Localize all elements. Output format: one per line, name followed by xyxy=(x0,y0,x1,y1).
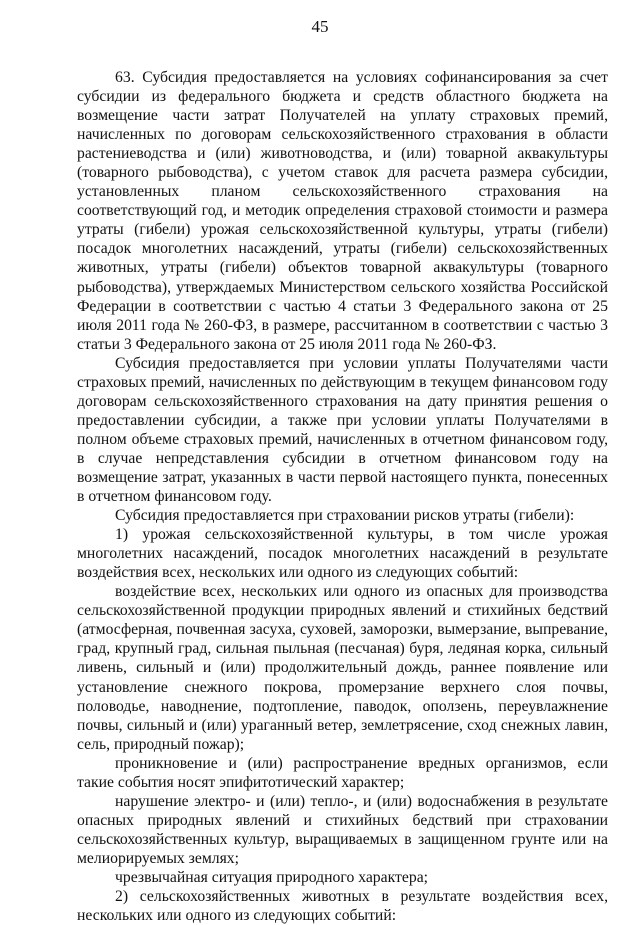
list-item-pests: проникновение и (или) распространение вредных организмов, если такие события носят эпифитотический характер; xyxy=(77,754,608,791)
paragraph-payment-condition: Субсидия предоставляется при условии уплаты Получателями части страховых премий, начисленных по действующим в текущем финансовом году договорам сельскохозяйственного страхования на дату принятия решения о предоставлении субсидии, а также при условии уплаты Получателями в полном объеме страховых премий, начисленных в отчетном финансовом году, в случае непредставления субсидии в отчетном финансовом году на возмещение затрат, указанных в части первой настоящего пункта, понесенных в отчетном финансовом году. xyxy=(77,354,608,506)
page-number: 45 xyxy=(311,17,329,36)
list-item-crop-risks: 1) урожая сельскохозяйственной культуры, в том числе урожая многолетних насаждений, посадок многолетних насаждений в результате воздействия всех, нескольких или одного из следующих событий: xyxy=(77,526,608,582)
document-body xyxy=(77,68,608,925)
list-item-utility-disruption: нарушение электро- и (или) тепло-, и (или) водоснабжения в результате опасных природных явлений и стихийных бедствий при страховании сельскохозяйственных культур, выращиваемых в защищенном грунте или на мелиорируемых землях; xyxy=(77,792,608,867)
list-item-natural-hazards: воздействие всех, нескольких или одного из опасных для производства сельскохозяйственной продукции природных явлений и стихийных бедствий (атмосферная, почвенная засуха, суховей, заморозки, вымерзание, выпревание, град, крупный град, сильная пыльная (песчаная) буря, ледяная корка, сильный ливень, сильный и (или) продолжительный дождь, раннее появление или установление снежного покрова, промерзание верхнего слоя почвы, половодье, наводнение, подтопление, паводок, оползень, переувлажнение почвы, сильный и (или) ураганный ветер, землетрясение, сход снежных лавин, сель, природный пожар); xyxy=(77,583,608,753)
list-item-livestock-risks: 2) сельскохозяйственных животных в результате воздействия всех, нескольких или одного из следующих событий: xyxy=(77,888,608,925)
paragraph-risks-intro: Субсидия предоставляется при страховании рисков утраты (гибели): xyxy=(115,507,575,525)
paragraph-63-subsidy-conditions: 63. Субсидия предоставляется на условиях софинансирования за счет субсидии из федерального бюджета и средств областного бюджета на возмещение части затрат Получателей на уплату страховых премий, начисленных по договорам сельскохозяйственного страхования в области растениеводства и (или) животноводства, и (или) товарной аквакультуры (товарного рыбоводства), с учетом ставок для расчета размера субсидии, установленных планом сельскохозяйственного страхования на соответствующий год, и методик определения страховой стоимости и размера утраты (гибели) урожая сельскохозяйственной культуры, утраты (гибели) посадок многолетних насаждений, утраты (гибели) сельскохозяйственных животных, утраты (гибели) объектов товарной аквакультуры (товарного рыбоводства), утверждаемых Министерством сельского хозяйства Российской Федерации в соответствии с частью 4 статьи 3 Федерального закона от 25 июля 2011 года № 260-ФЗ, в размере, рассчитанном в соответствии с частью 3 статьи 3 Федерального закона от 25 июля 2011 года № 260-ФЗ. xyxy=(77,69,608,353)
list-item-emergency: чрезвычайная ситуация природного характера; xyxy=(115,868,429,886)
